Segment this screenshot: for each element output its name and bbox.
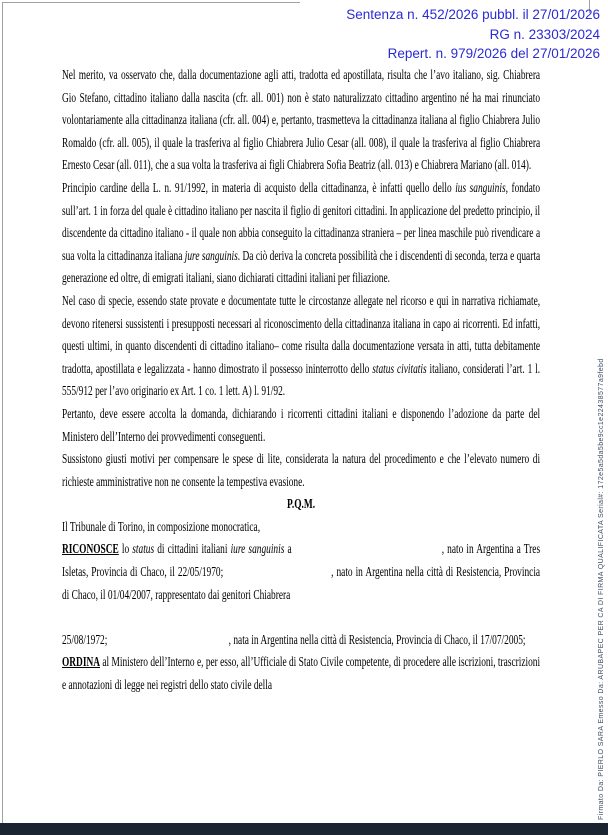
text-run: di cittadini italiani: [154, 541, 231, 557]
text-run: P.Q.M.: [287, 496, 316, 512]
footer-bar: [0, 823, 608, 835]
header-sentenza-line: Sentenza n. 452/2026 pubbl. il 27/01/2026: [346, 7, 600, 22]
para-genitori-data: [62, 629, 540, 652]
text-run: , nato in Argentina nella città di Resistencia, Provincia di Chaco, il 01/04/2007, rappresentato dai genitori Chiabrera: [62, 564, 541, 602]
para-tribunale: [62, 516, 540, 539]
text-run: status: [132, 541, 155, 557]
para-caso-di-specie: [62, 290, 540, 403]
text-run: Nel caso di specie, essendo state provate e documentate tutte le circostanze allegate nel ricorso e qui in narrativa richiamate, devono ritenersi sussistenti i presupposti necessari al riconoscimento della cittadinanza italiana in capo ai ricorrenti. Ed infatti, questi ultimi, in quanto discendenti di cittadino italiano– come risulta dalla documentazione versata in atti, tutta debitamente tradotta, apostillata e legalizzata - hanno dimostrato il possesso ininterrotto dello: [62, 292, 541, 376]
page-border-top: [2, 2, 300, 3]
redacted-gap: [295, 552, 442, 553]
redacted-gap: [110, 643, 229, 644]
registry-header: [40, 5, 600, 64]
text-run: ius sanguinis: [455, 179, 506, 195]
text-run: Principio cardine della L. n. 91/1992, in materia di acquisto della cittadinanza, è infatti quello dello: [62, 179, 456, 195]
text-run: RICONOSCE: [62, 541, 119, 557]
para-pertanto: [62, 403, 540, 448]
text-run: Il Tribunale di Torino, in composizione monocratica,: [62, 518, 261, 534]
text-run: , fondato sull’art. 1 in forza del quale è cittadino italiano per nascita il figlio di genitori cittadini. In applicazione del predetto principio, il discendente da cittadino italiano - il quale non abbia conseguito la cittadinanza straniera – per linea maschile può rivendicare a sua volta la cittadinanza italiana: [62, 179, 541, 263]
text-run: a: [284, 541, 295, 557]
text-run: ORDINA: [62, 654, 101, 670]
text-run: al Ministero dell’Interno e, per esso, all’Ufficiale di Stato Civile competente, di procedere alle iscrizioni, trascrizioni e annotazioni di legge nei registri dello stato civile della: [62, 654, 541, 693]
text-run: iure sanguinis: [230, 541, 285, 557]
text-run: jure sanguinis: [184, 247, 238, 263]
pqm-heading: [62, 493, 540, 516]
digital-signature-stamp: Firmato Da: PIERLO SARA Emesso Da: ARUBAPEC PER CA DI FIRMA QUALIFICATA Serial#: 172e5a5da5be9cc1e22438577a9febd: [598, 358, 605, 820]
para-ordina: [62, 651, 540, 696]
text-run: Pertanto, deve essere accolta la domanda, dichiarando i ricorrenti cittadini italiani e disponendo l’adozione da parte del Ministero dell’Interno dei provvedimenti conseguenti.: [62, 405, 541, 444]
redacted-gap: [226, 575, 331, 576]
text-run: , nata in Argentina nella città di Resistencia, Provincia di Chaco, il 17/07/2005;: [228, 631, 526, 647]
text-run: . Da ciò deriva la concreta possibilità che i discendenti di seconda, terza e quarta generazione ed oltre, di emigrati italiani, siano dichiarati cittadini italiani per filiazione.: [62, 247, 541, 286]
para-merito: [62, 64, 540, 177]
para-riconosce: [62, 538, 540, 606]
text-run: lo: [118, 541, 133, 557]
text-run: italiano, considerati l’art. 1 l. 555/912 per l’avo originario ex Art. 1 co. 1 lett. A) l. 91/92.: [62, 360, 541, 399]
para-principio: [62, 177, 540, 290]
para-spese: [62, 448, 540, 493]
text-run: 25/08/1972;: [62, 631, 110, 647]
header-repert-line: Repert. n. 979/2026 del 27/01/2026: [387, 46, 600, 61]
text-run: Sussistono giusti motivi per compensare le spese di lite, considerata la natura del procedimento e che l’elevato numero di richieste amministrative non ne consente la tempestiva evasione.: [62, 451, 541, 489]
text-run: status civitatis: [372, 360, 427, 376]
document-body: [62, 64, 540, 697]
header-rg-line: RG n. 23303/2024: [489, 26, 600, 42]
page-border-left: [2, 2, 3, 823]
text-run: , nato in Argentina a Tres Isletas, Provincia di Chaco, il 22/05/1970;: [62, 541, 541, 580]
text-run: Nel merito, va osservato che, dalla documentazione agli atti, tradotta ed apostillata, risulta che l’avo italiano, sig. Chiabrera Gio Stefano, cittadino italiano dalla nascita (cfr. all. 001) non è stato naturalizzato cittadino argentino né ha mai rinunciato volontariamente alla cittadinanza italiana (cfr. all. 004) e, pertanto, trasmetteva la cittadinanza italiana al figlio Chiabrera Julio Romaldo (cfr. all. 005), il quale la trasferiva al figlio Chiabrera Julio Cesar (all. 008), il quale la trasferiva al figlio Chiabrera Ernesto Cesar (all. 011), che a sua volta la trasferiva ai figli Chiabrera Sofia Beatriz (all. 013) e Chiabrera Mariano (all. 014).: [62, 67, 541, 173]
